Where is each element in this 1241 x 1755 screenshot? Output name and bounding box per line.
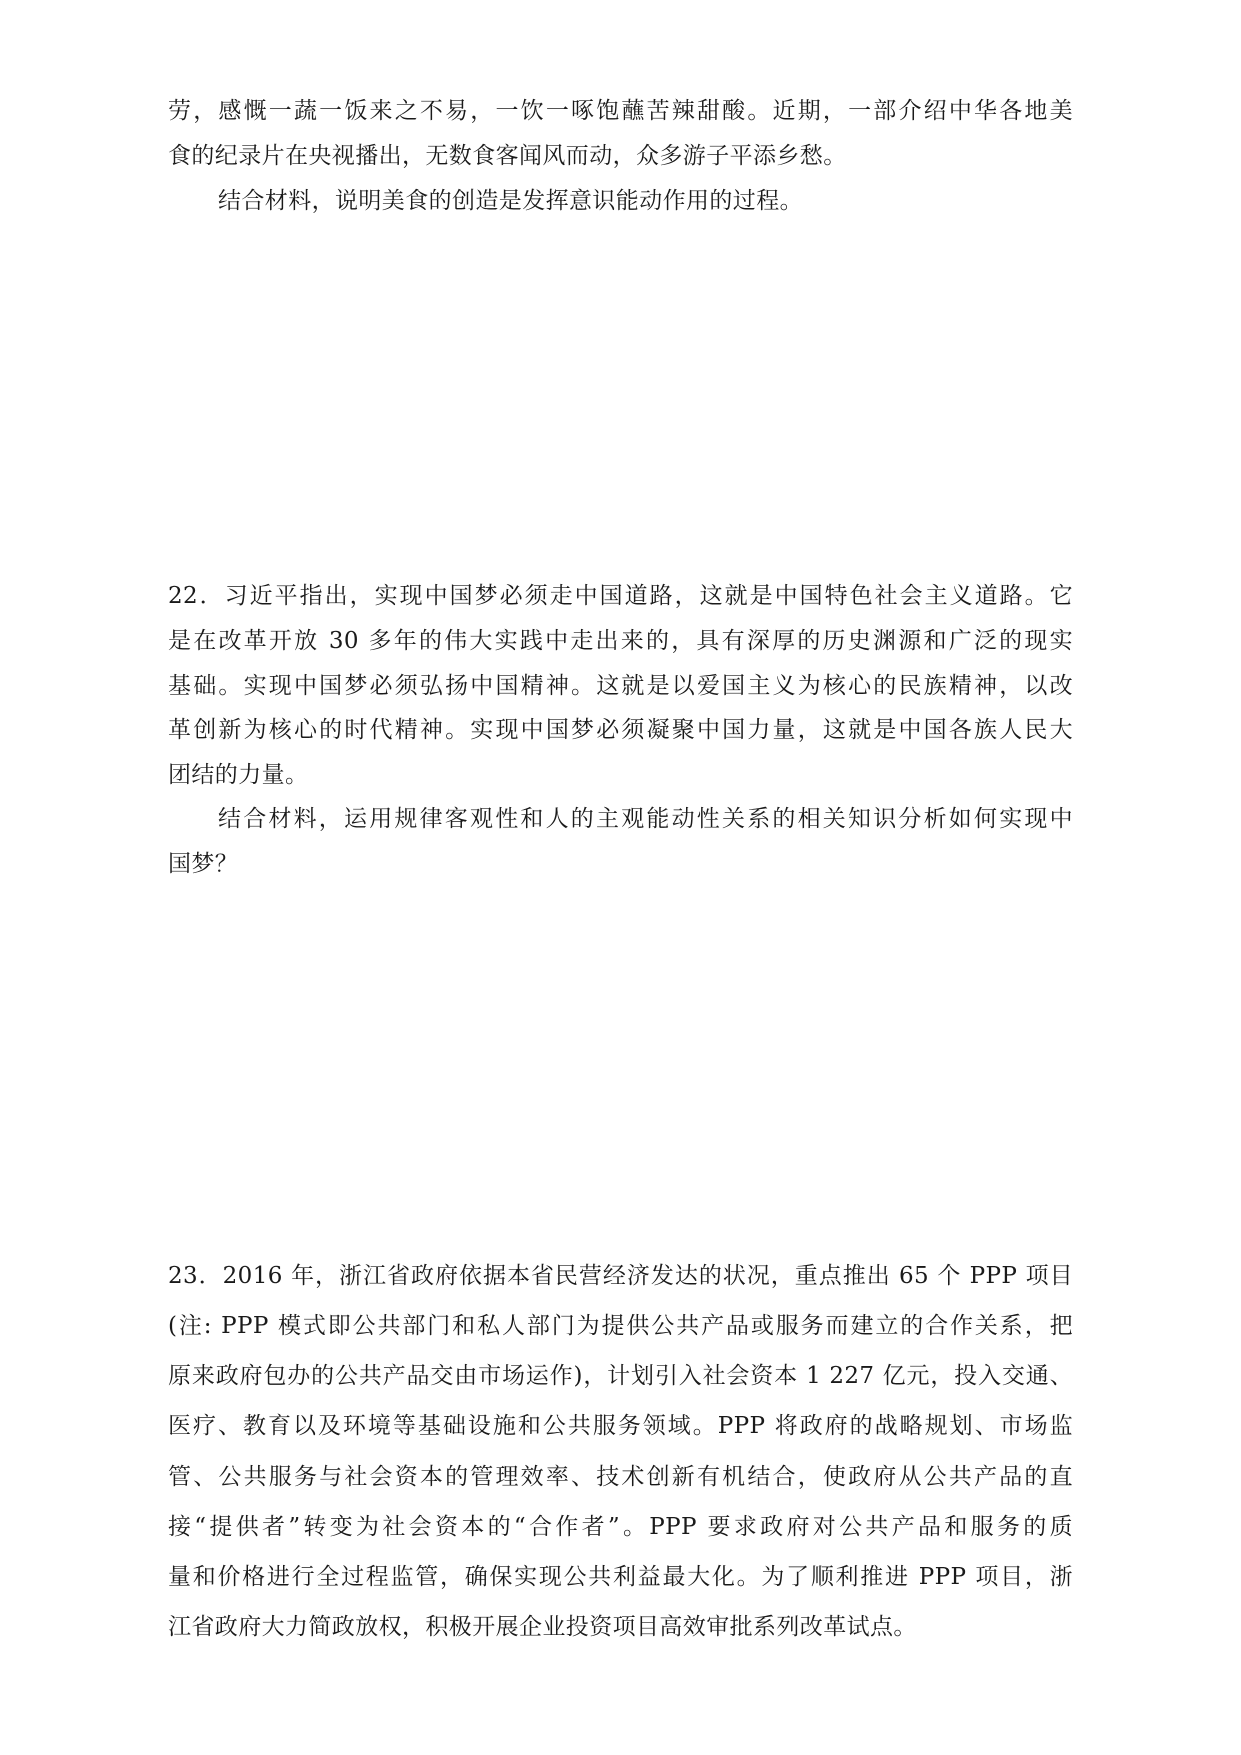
q23-line-6: 接“提供者”转变为社会资本的“合作者”。PPP 要求政府对公共产品和服务的质 xyxy=(168,1514,1073,1540)
q23-line-5: 管、公共服务与社会资本的管理效率、技术创新有机结合，使政府从公共产品的直 xyxy=(168,1464,1073,1490)
q22-line-3: 基础。实现中国梦必须弘扬中国精神。这就是以爱国主义为核心的民族精神，以改 xyxy=(168,673,1073,699)
q21-material-line-1: 劳，感慨一蔬一饭来之不易，一饮一啄饱蘸苦辣甜酸。近期，一部介绍中华各地美 xyxy=(168,98,1073,124)
q21-prompt: 结合材料，说明美食的创造是发挥意识能动作用的过程。 xyxy=(218,188,803,214)
q23-line-8: 江省政府大力简政放权，积极开展企业投资项目高效审批系列改革试点。 xyxy=(168,1614,917,1640)
q22-line-4: 革创新为核心的时代精神。实现中国梦必须凝聚中国力量，这就是中国各族人民大 xyxy=(168,717,1073,743)
q22-line-2: 是在改革开放 30 多年的伟大实践中走出来的，具有深厚的历史渊源和广泛的现实 xyxy=(168,628,1073,654)
q21-material-line-2: 食的纪录片在央视播出，无数食客闻风而动，众多游子平添乡愁。 xyxy=(168,143,847,169)
q23-line-3: 原来政府包办的公共产品交由市场运作)，计划引入社会资本 1 227 亿元，投入交通、 xyxy=(168,1363,1073,1389)
q22-line-1: 22．习近平指出，实现中国梦必须走中国道路，这就是中国特色社会主义道路。它 xyxy=(168,583,1073,609)
q23-line-7: 量和价格进行全过程监管，确保实现公共利益最大化。为了顺利推进 PPP 项目，浙 xyxy=(168,1564,1073,1590)
q22-line-5: 团结的力量。 xyxy=(168,762,309,788)
q22-prompt-line-1: 结合材料，运用规律客观性和人的主观能动性关系的相关知识分析如何实现中 xyxy=(218,806,1073,832)
q22-prompt-line-2: 国梦？ xyxy=(168,851,239,877)
q23-line-2: (注: PPP 模式即公共部门和私人部门为提供公共产品或服务而建立的合作关系，把 xyxy=(168,1313,1073,1339)
q23-line-1: 23．2016 年，浙江省政府依据本省民营经济发达的状况，重点推出 65 个 PPP 项目 xyxy=(168,1263,1073,1289)
q23-line-4: 医疗、教育以及环境等基础设施和公共服务领域。PPP 将政府的战略规划、市场监 xyxy=(168,1413,1073,1439)
